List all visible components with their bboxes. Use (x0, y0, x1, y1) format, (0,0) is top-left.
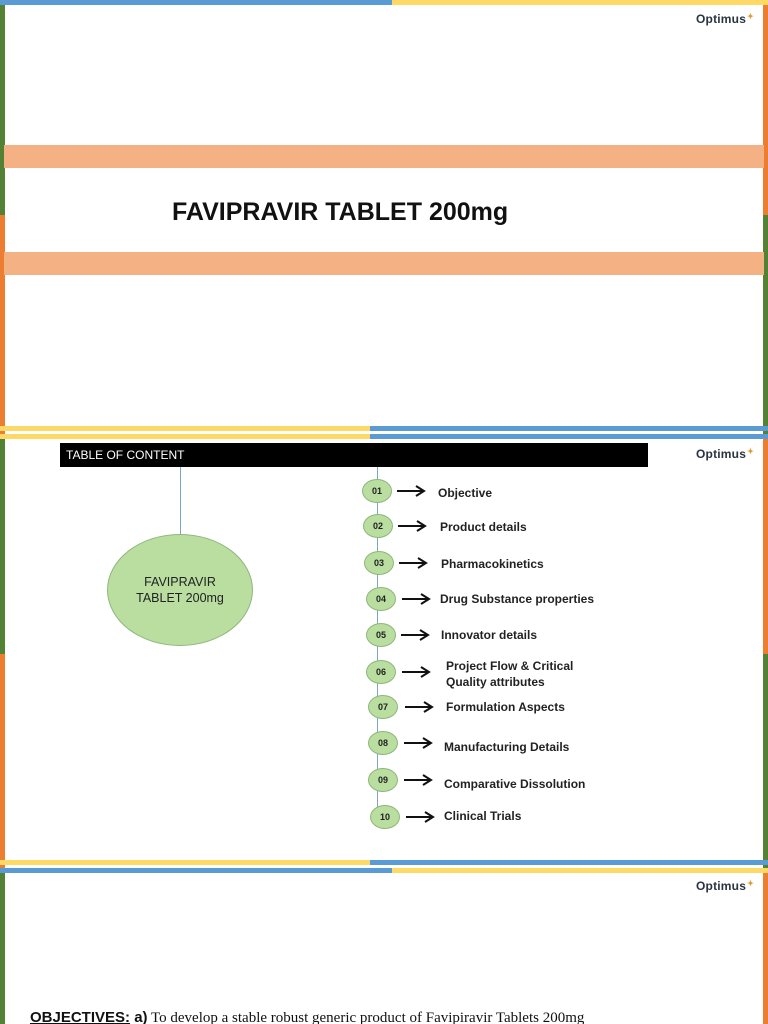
toc-header: TABLE OF CONTENT (60, 443, 648, 467)
toc-item-label-line2: Quality attributes (446, 675, 545, 689)
arrow-right-icon (405, 810, 435, 824)
toc-item-label: Project Flow & Critical (446, 659, 574, 673)
toc-item-07[interactable] (446, 699, 565, 715)
toc-number-10: 10 (370, 805, 400, 829)
toc-number-01: 01 (362, 479, 392, 503)
toc-item-05[interactable] (441, 627, 537, 643)
arrow-right-icon (403, 736, 433, 750)
bottom-bar-blue (370, 426, 768, 431)
connector-line (180, 467, 181, 534)
toc-item-03[interactable] (441, 556, 544, 572)
logo-spark-icon: ✦ (747, 879, 754, 888)
logo-spark-icon: ✦ (747, 12, 754, 21)
toc-item-label: Drug Substance properties (440, 592, 595, 606)
toc-item-label: Objective (438, 486, 493, 500)
center-topic-line1: FAVIPRAVIR (144, 575, 216, 589)
toc-number-05: 05 (366, 623, 396, 647)
logo-spark-icon: ✦ (747, 447, 754, 456)
toc-item-label: Clinical Trials (444, 809, 522, 823)
bottom-bar-yellow (0, 860, 370, 865)
right-bar-green (763, 215, 768, 434)
arrow-right-icon (401, 665, 431, 679)
bottom-bar-blue (370, 860, 768, 865)
left-bar-green (0, 439, 5, 654)
title-band-top (4, 145, 764, 168)
arrow-right-icon (396, 484, 426, 498)
left-bar-orange (0, 215, 5, 434)
toc-item-06[interactable] (446, 658, 573, 690)
left-bar-orange (0, 654, 5, 868)
objectives-label: OBJECTIVES: (30, 1009, 131, 1024)
optimus-logo: Optimus✦ (696, 12, 754, 26)
objectives-text (30, 1009, 584, 1024)
right-bar-orange (763, 439, 768, 654)
toc-number-04: 04 (366, 587, 396, 611)
right-bar-green (763, 654, 768, 868)
toc-number-03: 03 (364, 551, 394, 575)
optimus-logo: Optimus✦ (696, 447, 754, 461)
objective-sentence: To develop a stable robust generic product of Favipiravir Tablets 200mg (151, 1010, 585, 1024)
toc-number-02: 02 (363, 514, 393, 538)
toc-item-label: Product details (440, 520, 527, 534)
toc-item-label: Formulation Aspects (446, 700, 565, 714)
bottom-bar-yellow (0, 426, 370, 431)
toc-item-01[interactable] (438, 485, 492, 501)
toc-number-09: 09 (368, 768, 398, 792)
center-topic-line2: TABLET 200mg (136, 591, 224, 605)
objectives-slide (0, 868, 768, 1024)
center-topic (107, 534, 253, 646)
top-bar-yellow (392, 868, 768, 873)
objective-part-a: a) (134, 1009, 148, 1024)
top-bar-yellow (392, 0, 768, 5)
arrow-right-icon (401, 592, 431, 606)
optimus-logo: Optimus✦ (696, 879, 754, 893)
arrow-right-icon (397, 519, 427, 533)
toc-item-04[interactable] (440, 591, 594, 607)
toc-item-label: Manufacturing Details (444, 740, 570, 754)
toc-item-label: Pharmacokinetics (441, 557, 544, 571)
toc-item-08[interactable] (444, 739, 569, 755)
title-band-bottom (4, 252, 764, 275)
toc-number-06: 06 (366, 660, 396, 684)
top-bar-blue (370, 434, 768, 439)
title-slide (0, 0, 768, 434)
left-bar-green (0, 5, 5, 215)
arrow-right-icon (403, 773, 433, 787)
toc-item-09[interactable] (444, 776, 585, 792)
toc-item-label: Comparative Dissolution (444, 777, 586, 791)
toc-item-label: Innovator details (441, 628, 538, 642)
top-bar-blue (0, 868, 392, 873)
left-bar-green (0, 873, 5, 1024)
toc-item-10[interactable] (444, 808, 521, 824)
right-bar-orange (763, 5, 768, 215)
toc-number-08: 08 (368, 731, 398, 755)
top-bar-yellow (0, 434, 370, 439)
arrow-right-icon (398, 556, 428, 570)
toc-number-07: 07 (368, 695, 398, 719)
toc-item-02[interactable] (440, 519, 527, 535)
toc-slide (0, 434, 768, 868)
right-bar-orange (763, 873, 768, 1024)
arrow-right-icon (400, 628, 430, 642)
arrow-right-icon (404, 700, 434, 714)
top-bar-blue (0, 0, 392, 5)
page-title: FAVIPRAVIR TABLET 200mg (172, 198, 509, 226)
